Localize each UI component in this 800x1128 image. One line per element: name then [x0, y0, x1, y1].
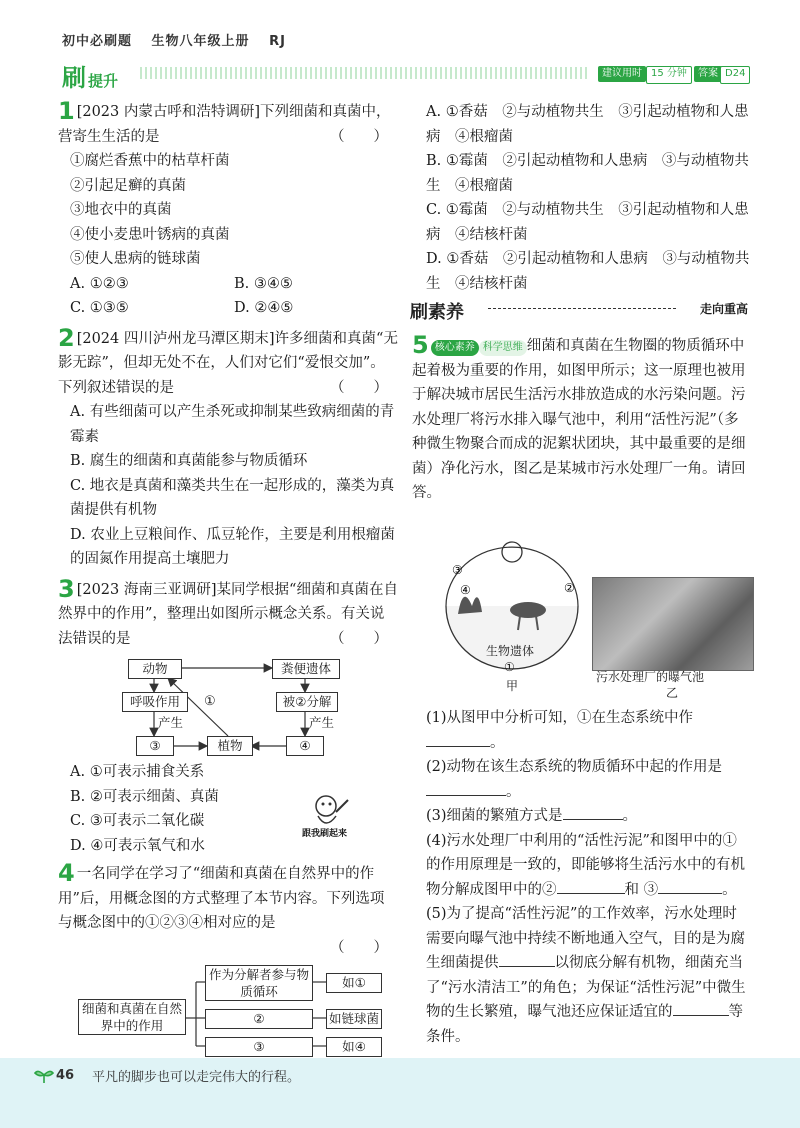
- page-number: 46: [56, 1068, 75, 1083]
- answer-page: D24: [720, 66, 750, 84]
- figure-b-label: 乙: [666, 686, 679, 700]
- diagram-circle-3: ③: [136, 736, 174, 756]
- sticker-text: 跟我刷起来: [302, 829, 348, 839]
- section2-dashes: [488, 308, 676, 309]
- q5-sub1: (1)从图甲中分析可知，①在生态系统中作: [426, 710, 694, 726]
- book-name: 生物八年级上册: [151, 34, 250, 49]
- q4-option-b: B. ①霉菌 ②引起动植物和人患病 ③与动植物共生 ④根瘤菌: [426, 153, 749, 194]
- q2-option-b: B. 腐生的细菌和真菌能参与物质循环: [70, 453, 308, 469]
- q2-option-c: C. 地衣是真菌和藻类共生在一起形成的，藻类为真菌提供有机物: [70, 477, 395, 518]
- q5-blank-4[interactable]: [557, 893, 625, 894]
- q5-blank-6[interactable]: [499, 966, 555, 967]
- q1-item: ①腐烂香蕉中的枯草杆菌: [70, 153, 230, 169]
- diagram-produce-1: 产生: [158, 715, 184, 730]
- q1-option-d: D. ②④⑤: [234, 300, 294, 316]
- q5-sub4-c3: ③: [643, 881, 659, 898]
- q1-item: ④使小麦患叶锈病的真菌: [70, 226, 230, 243]
- q5-stem: 细菌和真菌在生物圈的物质循环中起着极为重要的作用，如图甲所示；这一原理也被用于解决城市居民生活污水排放造成的水污染问题。污水处理厂将污水排入曝气池中，利用“活性污泥”（多种微生物聚合而成的泥絮状团块，其中最重要的是细菌）净化污水，图乙是某城市污水处理厂一角。请回答。: [412, 338, 746, 501]
- q5-badge-thinking: 科学思维: [479, 340, 527, 356]
- q1-stem: [2023 内蒙古呼和浩特调研]下列细菌和真菌中，营寄生生活的是: [58, 104, 391, 145]
- map-branch-1: 作为分解者参与物质循环: [205, 965, 313, 1001]
- answer-label: 答案: [694, 66, 722, 82]
- q5-sub3: (3)细菌的繁殖方式是: [426, 808, 563, 824]
- q4-option-d: D. ①香菇 ②引起动植物和人患病 ③与动植物共生 ④结核杆菌: [426, 251, 750, 292]
- q2-paren: （ ）: [330, 379, 388, 396]
- figure-a-caption: 甲: [506, 679, 519, 693]
- diagram-waste: 粪便遗体: [272, 659, 340, 679]
- q5-sub2-end: 。: [506, 783, 521, 800]
- deer-icon: [510, 602, 546, 618]
- q3-option-d: D. ④可表示氧气和水: [70, 837, 205, 854]
- q5-badge-core: 核心素养: [431, 340, 479, 356]
- q5-sub3-end: 。: [622, 808, 638, 824]
- map-example-3: 如④: [326, 1037, 382, 1057]
- q2-number: 2: [58, 323, 75, 352]
- q5-sub4-end: 。: [722, 881, 737, 898]
- q1-number: 1: [58, 97, 75, 125]
- q3-paren: （ ）: [330, 630, 388, 647]
- series-name: 初中必刷题: [62, 34, 133, 49]
- section2-bar: [410, 298, 748, 323]
- section2-title: 刷素养: [410, 302, 464, 323]
- svg-text:④: ④: [460, 583, 471, 597]
- q5-sub4: (4)污水处理厂中利用的“活性污泥”和图甲中的①的作用原理是一致的，即能够将生活污水中的有机物分解成图甲中的②: [426, 832, 745, 898]
- q3-option-a: A. ①可表示捕食关系: [70, 764, 205, 780]
- edition: RJ: [269, 34, 286, 49]
- q5-sub5-a: (5)为了提高“活性污泥”的工作效率，污水处理时需要向曝气池中持续不断地通入空气，目的是为腐生细菌提供: [426, 906, 745, 971]
- diagram-animal: 动物: [128, 659, 182, 679]
- q4-option-a: A. ①香菇 ②与动植物共生 ③引起动植物和人患病 ④根瘤菌: [426, 104, 749, 145]
- q5-blank-3[interactable]: [563, 819, 623, 820]
- map-example-1: 如①: [326, 973, 382, 993]
- q1-paren: （ ）: [330, 128, 388, 145]
- sun-icon: [502, 542, 522, 562]
- figure-b-caption: 污水处理厂的曝气池: [596, 670, 705, 684]
- q3-option-b: B. ②可表示细菌、真菌: [70, 788, 219, 805]
- q5-subquestions: [426, 706, 750, 1049]
- tree-icon: [458, 597, 482, 614]
- time-label: 建议用时: [598, 66, 646, 82]
- q4-number: 4: [58, 859, 75, 887]
- figure-b-photo: [592, 577, 754, 671]
- q4-option-c: C. ①霉菌 ②与动植物共生 ③引起动植物和人患病 ④结核杆菌: [426, 202, 749, 243]
- diagram-circle-4: ④: [286, 736, 324, 756]
- q2-stem: [2024 四川泸州龙马潭区期末]许多细菌和真菌“无影无踪”，但却无处不在，人们对它们“爱恨交加”。下列叙述错误的是: [58, 330, 398, 396]
- q4-options: [426, 100, 750, 296]
- q5-blank-2[interactable]: [426, 795, 506, 796]
- q5-blank-7[interactable]: [673, 1015, 729, 1016]
- q3-option-c: C. ③可表示二氧化碳: [70, 813, 205, 829]
- figure-a-caption-num: ①: [504, 660, 515, 674]
- map-example-2: 如链球菌: [326, 1009, 382, 1029]
- diagram-circle-1: ①: [204, 694, 216, 709]
- diagram-produce-2: 产生: [309, 715, 335, 730]
- sprout-icon: [34, 1066, 54, 1084]
- q1-item: ③地衣中的真菌: [70, 202, 172, 218]
- q2-option-d: D. 农业上豆粮间作、瓜豆轮作，主要是利用根瘤菌的固氮作用提高土壤肥力: [70, 526, 395, 567]
- q1-item: ⑤使人患病的链球菌: [70, 251, 201, 267]
- svg-text:②: ②: [564, 581, 575, 595]
- map-root: 细菌和真菌在自然界中的作用: [78, 999, 186, 1035]
- q5-sub1-end: 。: [490, 734, 505, 751]
- time-value: 15 分钟: [646, 66, 692, 84]
- q5-sub5-b: 以彻底分解有机物，细菌充当了“污水清洁工”的角色；为保证“活性污泥”中微生物的生长繁殖，曝气池还应保证适宜的: [426, 955, 746, 1020]
- q1-option-b: B. ③④⑤: [234, 275, 293, 292]
- q5-sub4-and: 和: [624, 881, 639, 898]
- footer-motto: 平凡的脚步也可以走完伟大的行程。: [92, 1070, 301, 1085]
- svg-text:③: ③: [452, 563, 463, 577]
- q5-sub5-c: 等条件。: [426, 1004, 743, 1045]
- q1-option-c: C. ①③⑤: [70, 300, 129, 316]
- q3-number: 3: [58, 574, 75, 603]
- q4-stem: 一名同学在学习了“细菌和真菌在自然界中的作用”后，用概念图的方式整理了本节内容。下列选项与概念图中的①②③④相对应的是: [58, 866, 385, 931]
- q5-sub2: (2)动物在该生态系统的物质循环中起的作用是: [426, 759, 723, 775]
- q5-blank-1[interactable]: [426, 746, 490, 747]
- q5-blank-5[interactable]: [658, 893, 722, 894]
- diagram-plant: 植物: [207, 736, 253, 756]
- q3-stem: [2023 海南三亚调研]某同学根据“细菌和真菌在自然界中的作用”，整理出如图所示概念关系。有关说法错误的是: [58, 581, 398, 647]
- q5-number: 5: [412, 331, 429, 359]
- diagram-decompose: 被②分解: [276, 692, 338, 712]
- map-branch-3: ③: [205, 1037, 313, 1057]
- section-title-big: 刷: [62, 64, 86, 92]
- map-branch-2: ②: [205, 1009, 313, 1029]
- section-title-small: 提升: [88, 72, 119, 90]
- figure-a-label: 生物遗体: [486, 644, 535, 658]
- question-5: [412, 331, 750, 506]
- q2-option-a: A. 有些细菌可以产生杀死或抑制某些致病细菌的青霉素: [70, 404, 395, 445]
- q1-item: ②引起足癣的真菌: [70, 177, 186, 194]
- section2-right: 走向重高: [699, 302, 748, 316]
- q4-paren: （ ）: [330, 939, 388, 956]
- diagram-respiration: 呼吸作用: [122, 692, 188, 712]
- q1-option-a: A. ①②③: [70, 275, 129, 292]
